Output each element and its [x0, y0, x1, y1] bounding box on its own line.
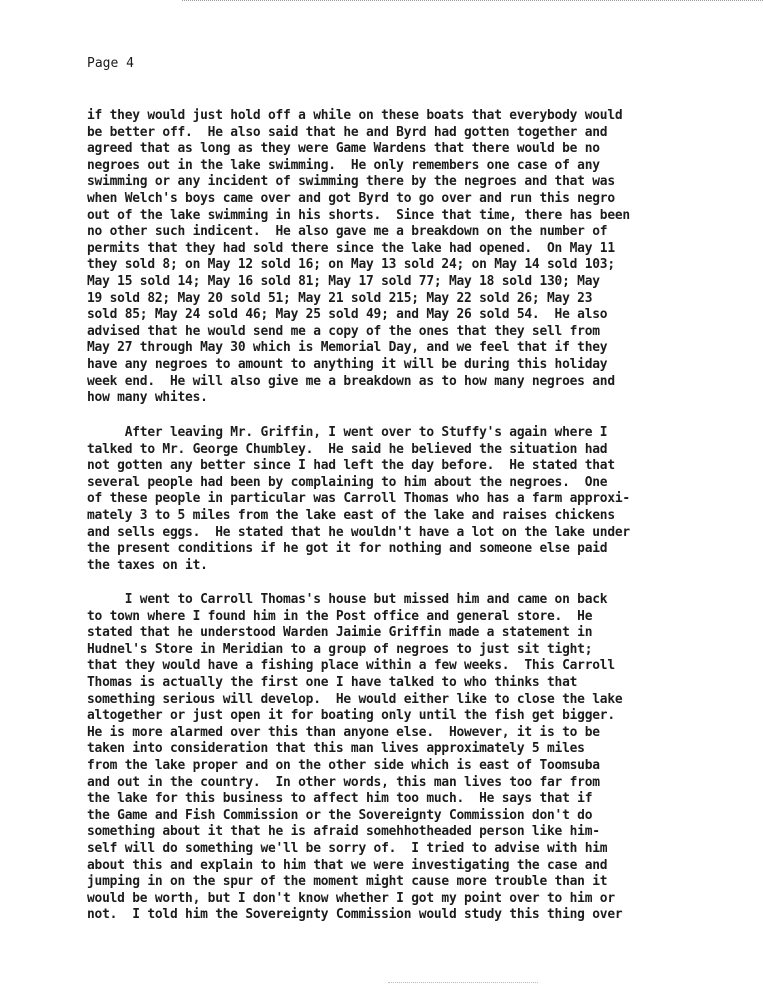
top-dotted-rule [182, 0, 763, 1]
text-line: I went to Carroll Thomas's house but missed him and came on back [87, 592, 608, 607]
text-line: the taxes on it. [87, 557, 208, 573]
bottom-dotted-mark [388, 982, 538, 983]
text-line: talked to Mr. George Chumbley. He said he believed the situation had [87, 441, 608, 457]
text-line: out of the lake swimming in his shorts. Since that time, there has been [87, 207, 630, 223]
text-line: agreed that as long as they were Game Wardens that there would be no [87, 141, 600, 157]
text-line: to town where I found him in the Post office and general store. He [87, 608, 593, 624]
text-line: advised that he would send me a copy of the ones that they sell from [87, 323, 600, 339]
text-line: self will do something we'll be sorry of. I tried to advise with him [87, 840, 608, 856]
text-line: stated that he understood Warden Jaimie Griffin made a statement in [87, 625, 593, 641]
paragraph-carroll-thomas [87, 592, 747, 924]
text-line: and out in the country. In other words, this man lives too far from [87, 774, 600, 790]
text-line: permits that they had sold there since the lake had opened. On May 11 [87, 240, 615, 256]
text-line: if they would just hold off a while on these boats that everybody would [87, 108, 623, 123]
text-line: 19 sold 82; May 20 sold 51; May 21 sold 215; May 22 sold 26; May 23 [87, 290, 593, 306]
paragraph-permit-sales [87, 108, 747, 407]
text-line: the lake for this business to affect him too much. He says that if [87, 791, 593, 807]
text-line: He is more alarmed over this than anyone else. However, it is to be [87, 724, 600, 740]
text-line: swimming or any incident of swimming there by the negroes and that was [87, 174, 615, 190]
text-line: May 15 sold 14; May 16 sold 81; May 17 sold 77; May 18 sold 130; May [87, 273, 600, 289]
text-line: After leaving Mr. Griffin, I went over to Stuffy's again where I [87, 425, 608, 440]
text-line: several people had been by complaining to him about the negroes. One [87, 474, 608, 490]
text-line: Hudnel's Store in Meridian to a group of negroes to just sit tight; [87, 641, 593, 657]
text-line: taken into consideration that this man lives approximately 5 miles [87, 741, 585, 757]
text-line: they sold 8; on May 12 sold 16; on May 13 sold 24; on May 14 sold 103; [87, 257, 615, 273]
text-line: negroes out in the lake swimming. He only remembers one case of any [87, 157, 600, 173]
text-line: week end. He will also give me a breakdown as to how many negroes and [87, 373, 615, 389]
text-line: May 27 through May 30 which is Memorial Day, and we feel that if they [87, 340, 608, 356]
text-line: altogether or just open it for boating only until the fish get bigger. [87, 708, 615, 724]
text-line: about this and explain to him that we were investigating the case and [87, 857, 608, 873]
text-line: how many whites. [87, 390, 208, 406]
text-line: the Game and Fish Commission or the Sovereignty Commission don't do [87, 807, 593, 823]
text-line: not. I told him the Sovereignty Commission would study this thing over [87, 907, 623, 923]
text-line: would be worth, but I don't know whether I got my point over to him or [87, 890, 615, 906]
text-line: sold 85; May 24 sold 46; May 25 sold 49; and May 26 sold 54. He also [87, 307, 608, 323]
page-number-label: Page 4 [87, 56, 134, 71]
text-line: the present conditions if he got it for nothing and someone else paid [87, 541, 608, 557]
text-line: something about it that he is afraid somehhotheaded person like him- [87, 824, 600, 840]
text-line: something serious will develop. He would either like to close the lake [87, 691, 623, 707]
text-line: of these people in particular was Carroll Thomas who has a farm approxi- [87, 491, 630, 507]
text-line: when Welch's boys came over and got Byrd to go over and run this negro [87, 190, 615, 206]
text-line: and sells eggs. He stated that he wouldn't have a lot on the lake under [87, 524, 630, 540]
paragraph-chumbley-visit [87, 425, 747, 574]
text-line: mately 3 to 5 miles from the lake east of the lake and raises chickens [87, 507, 615, 523]
text-line: not gotten any better since I had left the day before. He stated that [87, 458, 615, 474]
text-line: Thomas is actually the first one I have talked to who thinks that [87, 674, 578, 690]
text-line: from the lake proper and on the other side which is east of Toomsuba [87, 757, 600, 773]
text-line: no other such indicent. He also gave me a breakdown on the number of [87, 224, 608, 240]
text-line: be better off. He also said that he and Byrd had gotten together and [87, 124, 608, 140]
text-line: that they would have a fishing place within a few weeks. This Carroll [87, 658, 615, 674]
text-line: jumping in on the spur of the moment might cause more trouble than it [87, 874, 608, 890]
text-line: have any negroes to amount to anything it will be during this holiday [87, 356, 608, 372]
